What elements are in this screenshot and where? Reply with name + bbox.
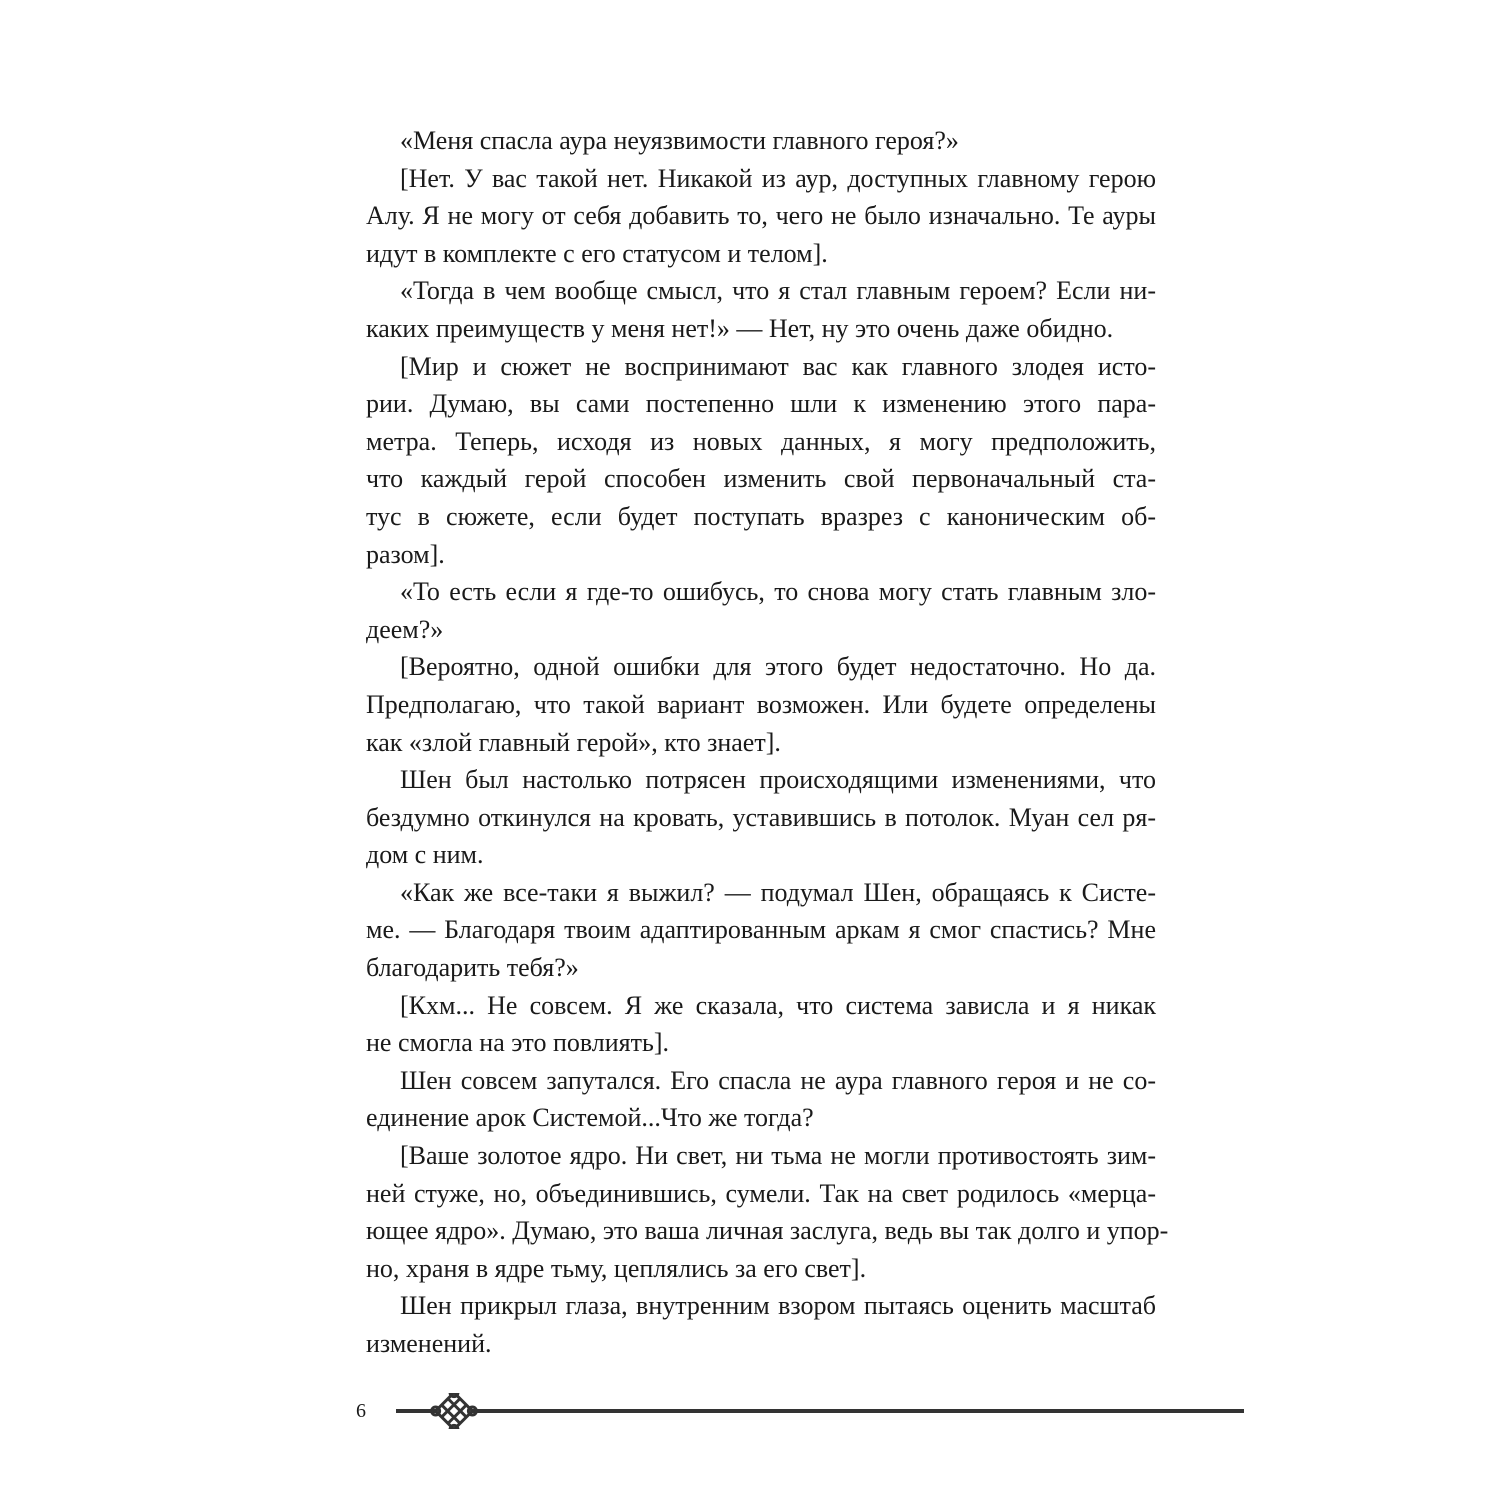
page-number: 6 [356, 1400, 366, 1422]
text-line: рии. Думаю, вы сами постепенно шли к изменению этого пара- [366, 389, 1156, 419]
text-line: Шен совсем запутался. Его спасла не аура главного героя и не со- [400, 1065, 1156, 1095]
text-line: благодарить тебя?» [366, 953, 579, 983]
text-line: но, храня в ядре тьму, цеплялись за его свет]. [366, 1253, 867, 1283]
endless-knot-icon [430, 1393, 478, 1429]
text-line: разом]. [366, 539, 445, 569]
text-line: не смогла на это повлиять]. [366, 1028, 670, 1058]
text-line: метра. Теперь, исходя из новых данных, я могу предположить, [366, 426, 1156, 456]
text-line: [Кхм... Не совсем. Я же сказала, что система зависла и я никак [400, 990, 1156, 1020]
text-line: Алу. Я не могу от себя добавить то, чего не было изначально. Те ауры [366, 201, 1156, 231]
text-line: [Вероятно, одной ошибки для этого будет недостаточно. Но да. [400, 652, 1156, 682]
text-line: «Как же все-таки я выжил? — подумал Шен, обращаясь к Систе- [400, 877, 1156, 907]
text-line: Предполагаю, что такой вариант возможен. Или будете определены [366, 689, 1156, 719]
text-line: «Меня спасла аура неуязвимости главного героя?» [400, 126, 959, 155]
text-line: бездумно откинулся на кровать, уставившись в потолок. Муан сел ря- [366, 802, 1156, 832]
text-line: идут в комплекте с его статусом и телом]. [366, 238, 828, 268]
footer-ornament-rule [396, 1393, 1246, 1429]
text-line: изменений. [366, 1329, 492, 1358]
text-line: ме. — Благодаря твоим адаптированным аркам я смог спастись? Мне [366, 915, 1156, 945]
text-line: [Нет. У вас такой нет. Никакой из аур, доступных главному герою [400, 163, 1156, 193]
text-line: как «злой главный герой», кто знает]. [366, 727, 781, 757]
text-line: единение арок Системой...Что же тогда? [366, 1103, 814, 1133]
text-line: деем?» [366, 614, 444, 644]
text-line: [Ваше золотое ядро. Ни свет, ни тьма не могли противостоять зим- [400, 1141, 1156, 1171]
text-line: тус в сюжете, если будет поступать вразрез с каноническим об- [366, 501, 1156, 531]
text-line: ней стуже, но, объединившись, сумели. Так на свет родилось «мерца- [366, 1178, 1156, 1208]
text-line: каких преимуществ у меня нет!» — Нет, ну это очень даже обидно. [366, 313, 1114, 343]
text-line: Шен прикрыл глаза, внутренним взором пытаясь оценить масштаб [400, 1291, 1156, 1321]
text-line: ющее ядро». Думаю, это ваша личная заслуга, ведь вы так долго и упор- [366, 1216, 1169, 1246]
text-line: [Мир и сюжет не воспринимают вас как главного злодея исто- [400, 351, 1156, 381]
text-line: Шен был настолько потрясен происходящими изменениями, что [400, 765, 1156, 795]
page-footer [356, 1393, 1246, 1429]
text-line: что каждый герой способен изменить свой первоначальный ста- [366, 464, 1156, 494]
text-line: «То есть если я где-то ошибусь, то снова могу стать главным зло- [400, 577, 1156, 607]
text-line: дом с ним. [366, 840, 484, 870]
body-text [366, 122, 1169, 1363]
text-line: «Тогда в чем вообще смысл, что я стал главным героем? Если ни- [400, 276, 1156, 306]
